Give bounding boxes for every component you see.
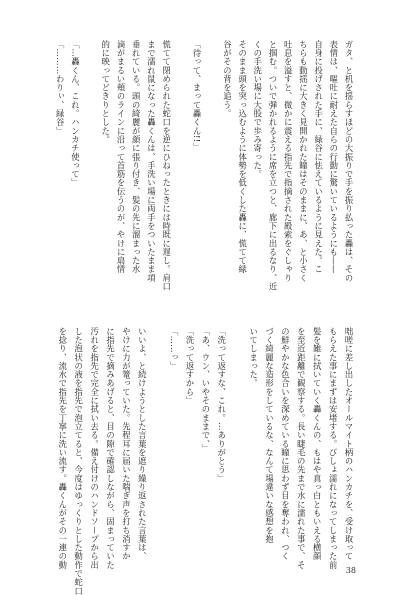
lower-text-line-10: 「あ、ウン、いやそのままで、」 <box>200 327 211 453</box>
lower-text-line-9: 「洗って返すな、これ。…ありがとう」 <box>216 327 227 483</box>
upper-text-line-7: くの手洗い場に大股で歩み寄った。 <box>252 40 263 179</box>
lower-text-line-18: した泡状の液を指先で泡立てると、今度はゆっくりとした動作で蛇口 <box>73 327 84 595</box>
upper-text-line-14: まで濡れ鼠になった轟くんは、手洗い場に両手をついたまま項 <box>146 40 157 283</box>
upper-text-line-8: そのまま頭を突っ込むように体勢を低くした轟に、慌てて緑 <box>237 40 248 274</box>
upper-text-line-3: 自身に投げされた手に、緑谷に怯えているように見えた。こ <box>313 40 324 274</box>
lower-text-line-1: 咄嗟に差し出したオールマイト柄のハンカチを、受け取って <box>344 327 354 561</box>
lower-text-line-14: いいよ、と続けようとした言葉を遮り繰り返された言葉は、 <box>137 327 148 561</box>
lower-text-line-17: 汚れを指先で完全に拭い去る。備え付けのハンドソープから出 <box>89 327 100 570</box>
upper-text-line-1: ガタ、と机を揺らすほどの大振りで手を振り払った轟は、その <box>344 40 354 283</box>
lower-text-line-5: の鮮やかな色合いを深めている瞳に思わず目を奪われ、つく <box>280 327 291 561</box>
lower-text-line-3: 髪を雑に拭いていく轟くんの、もはや真っ白ともいえる横顔 <box>312 327 323 561</box>
upper-text-line-9: 谷がその背を追う。 <box>222 40 233 118</box>
lower-text-line-2: もらえた事にまずは安堵する。びしょ濡れになってしまった前 <box>328 327 339 570</box>
lower-text-line-19: を捻り、流水で指先を丁寧に洗い流す。轟くんがその一連の動 <box>57 327 68 570</box>
lower-text-line-12: 「……っ」 <box>169 327 180 371</box>
lower-text-line-16: に指先で摘みあげると、目の隙で確認しながら、固まっていた <box>105 327 116 570</box>
upper-text-line-6: と掴む。ついで弾かれるように席を立つと、廊下に出るなり、近 <box>268 40 278 291</box>
lower-text-line-7: いてしまった。 <box>248 327 259 388</box>
upper-text-line-2: 表情は、嘔吐に耐えた自らの行動に驚いているようにも―― <box>328 40 339 274</box>
upper-text-line-17: 的に映ってどきりとした。 <box>100 40 111 144</box>
page-number: 38 <box>345 566 356 575</box>
upper-text-line-15: 垂れている。頭の綺麗が顔に張り付き、髪の先に溜まった水 <box>131 40 142 274</box>
upper-text-line-5: 吐息を溢すと、微かに震える指先で指摘された殿索をぐしゃり <box>283 40 294 283</box>
upper-text-line-16: 滴がまるい頬のラインに沿って首筋を伝うのが、やけに扇情 <box>116 40 126 274</box>
upper-text-line-4: ちらも動揺に大きく見開かれた瞳はそのままに、あ、と小さく <box>298 40 309 283</box>
lower-text-line-15: やけに力が篭っていた。先程耳に届いた喘ぎ声を打ち消すか <box>121 327 132 561</box>
lower-text-line-11: 「洗って返すから」 <box>185 327 195 405</box>
upper-text-line-19: 「…轟くん、これ。ハンカチ使って」 <box>70 40 81 188</box>
upper-text-line-11: 「待って、まって轟くん!!」 <box>192 40 202 152</box>
upper-text-line-13: 慌てて閉められた蛇口を逆にひねったときには時既に遅し。肩口 <box>161 40 172 291</box>
lower-text-line-4: を至近距離で観察する。長い睫毛の先まで水に濡れた事で、そ <box>296 327 307 570</box>
upper-text-line-20: 「………わりぃ、緑谷」 <box>55 40 66 136</box>
lower-text-line-6: づく綺麗な造形をしているな、なんて場違いな感想を抱 <box>264 327 275 544</box>
